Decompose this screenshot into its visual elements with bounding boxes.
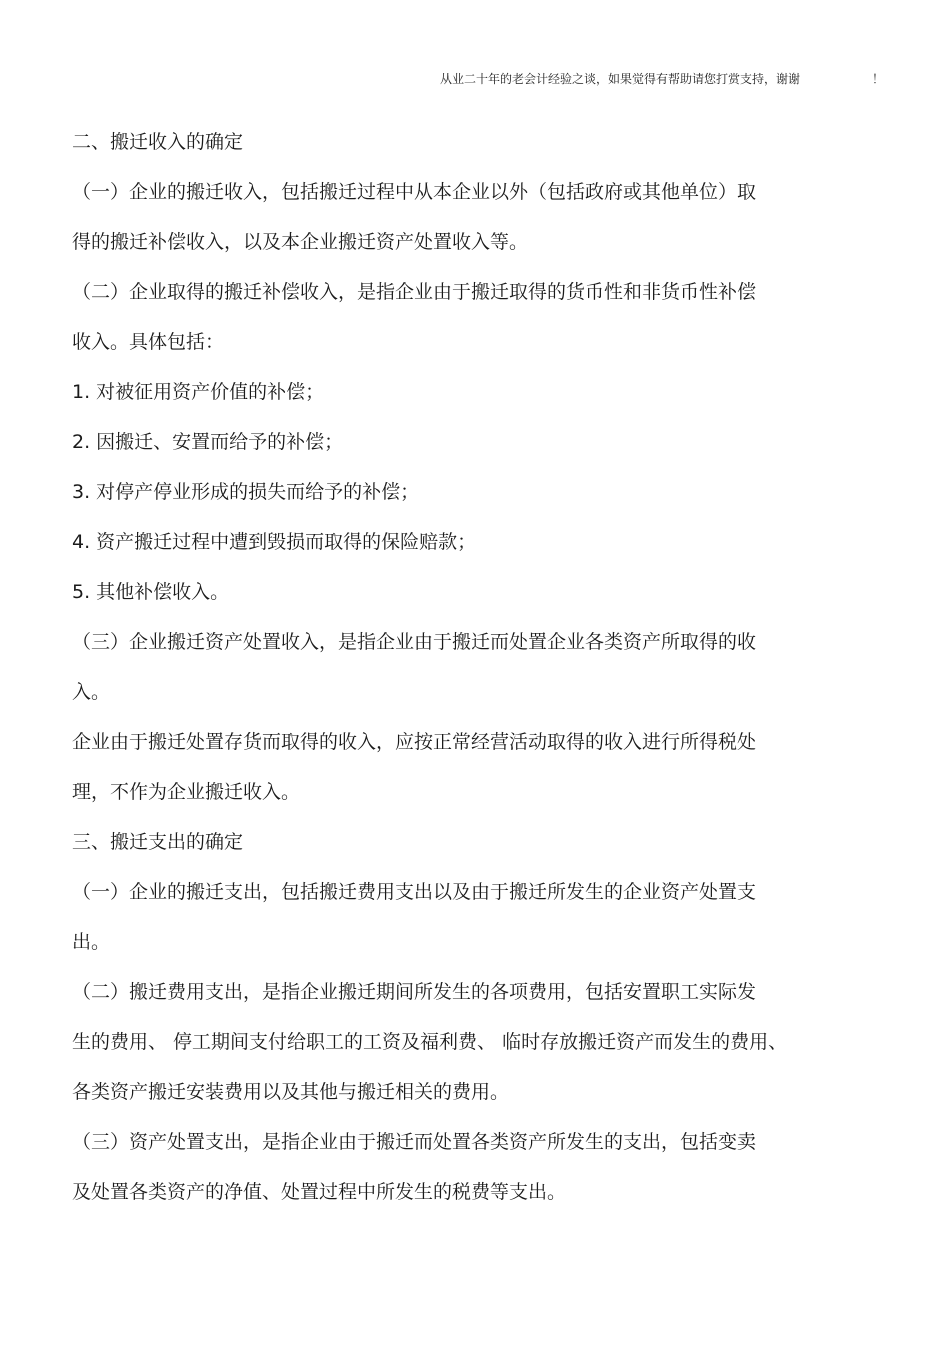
header-exclamation: ！ (872, 72, 885, 86)
section-heading-relocation-expense: 三、搬迁支出的确定 (72, 831, 244, 853)
paragraph-line: 企业由于搬迁处置存货而取得的收入，应按正常经营活动取得的收入进行所得税处 (72, 731, 757, 753)
paragraph-line: 各类资产搬迁安装费用以及其他与搬迁相关的费用。 (72, 1081, 510, 1103)
document-body (72, 128, 872, 1228)
paragraph-line: （一）企业的搬迁收入，包括搬迁过程中从本企业以外（包括政府或其他单位）取 (72, 181, 757, 203)
paragraph-line: （二）搬迁费用支出，是指企业搬迁期间所发生的各项费用，包括安置职工实际发 (72, 981, 757, 1003)
paragraph-line: （二）企业取得的搬迁补偿收入，是指企业由于搬迁取得的货币性和非货币性补偿 (72, 281, 757, 303)
page-header (440, 70, 885, 88)
paragraph-line: 收入。具体包括： (72, 331, 225, 353)
paragraph-line: （三）资产处置支出，是指企业由于搬迁而处置各类资产所发生的支出，包括变卖 (72, 1131, 757, 1153)
list-item: 4. 资产搬迁过程中遭到毁损而取得的保险赔款； (72, 531, 477, 553)
paragraph-line: 生的费用、 停工期间支付给职工的工资及福利费、 临时存放搬迁资产而发生的费用、 (72, 1031, 788, 1053)
list-item: 5. 其他补偿收入。 (72, 581, 230, 603)
paragraph-line: 出。 (72, 931, 111, 953)
list-item: 1. 对被征用资产价值的补偿； (72, 381, 325, 403)
paragraph-line: 及处置各类资产的净值、处置过程中所发生的税费等支出。 (72, 1181, 567, 1203)
paragraph-line: 得的搬迁补偿收入，以及本企业搬迁资产处置收入等。 (72, 231, 529, 253)
paragraph-line: （三）企业搬迁资产处置收入，是指企业由于搬迁而处置企业各类资产所取得的收 (72, 631, 757, 653)
list-item: 3. 对停产停业形成的损失而给予的补偿； (72, 481, 420, 503)
section-heading-relocation-income: 二、搬迁收入的确定 (72, 131, 244, 153)
paragraph-line: （一）企业的搬迁支出，包括搬迁费用支出以及由于搬迁所发生的企业资产处置支 (72, 881, 757, 903)
paragraph-line: 理，不作为企业搬迁收入。 (72, 781, 301, 803)
header-note: 从业二十年的老会计经验之谈，如果觉得有帮助请您打赏支持，谢谢 (440, 72, 801, 86)
list-item: 2. 因搬迁、安置而给予的补偿； (72, 431, 344, 453)
paragraph-line: 入。 (72, 681, 111, 703)
